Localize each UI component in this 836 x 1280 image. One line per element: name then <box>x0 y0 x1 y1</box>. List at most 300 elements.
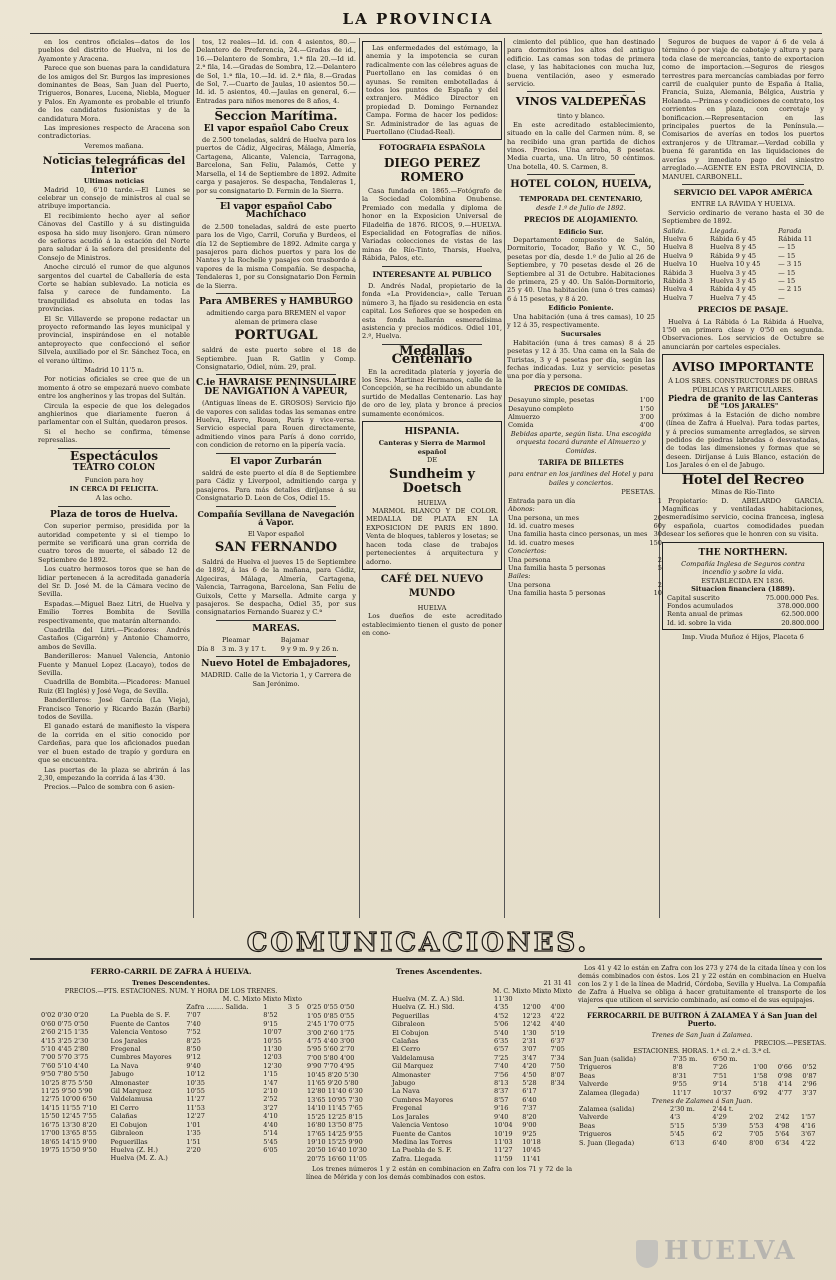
table-cell: 9'14 <box>712 1080 728 1089</box>
ad-line: ESTABLECIDA EN 1836. <box>701 576 785 585</box>
table-cell: 3'47 <box>522 1053 537 1062</box>
table-cell: 7'40 <box>494 1062 509 1071</box>
table-cell: El Cerro <box>110 1103 139 1112</box>
table-cell <box>40 1154 109 1162</box>
table-cell: La Puebla de S. F. <box>110 1011 171 1020</box>
telegram: Anoche circuló el rumor de que algunos sargentos del cuartel de Caballería de esta Corte se habían sublevado. La noticia es falsa y carece de fundamento. La tranquilidad es absoluta en todas las provincias. <box>38 263 190 314</box>
paragraph: Bebidas aparte, según lista. Una escogida orquesta tocará durante el Almuerzo y Comidas. <box>510 429 652 455</box>
table-cell: 5 <box>295 1003 300 1011</box>
table-row <box>306 1062 572 1070</box>
table-cell: 6'35 <box>494 1037 509 1046</box>
table-cell: 0'25 0'55 0'50 <box>307 1003 355 1012</box>
table-cell: Fregenal <box>391 1104 423 1113</box>
table-cell: 1'58 <box>753 1071 768 1080</box>
paragraph: Las impresiones respecto de Aracena son contradictorias. <box>38 124 190 141</box>
table-cell: San Juan (salida) <box>579 1055 636 1063</box>
table-cell <box>287 1045 294 1053</box>
ad-line: Compañía Inglesa de Seguros contra incendio y sobre la vida. <box>681 559 805 577</box>
ad-line: Minas de Río-Tinto <box>711 488 775 497</box>
table-cell: — <box>778 293 785 302</box>
ad-heading: PRECIOS DE PASAJE. <box>697 305 789 315</box>
table-cell <box>287 1154 294 1162</box>
table-row <box>306 1029 572 1037</box>
ad-heading: El vapor Zurbarán <box>230 456 322 467</box>
table-row <box>306 1113 572 1121</box>
paragraph: cimiento del público, que han destinado para dormitorios los altos del antiguo edificio. Las camas son todas de primera clase, y las habitaciones con mucha luz, buena ventilación, aseo y esmerado servicio. <box>507 38 655 89</box>
separator <box>58 153 170 154</box>
table-cell <box>801 1055 826 1063</box>
table-cell: S. Juan (llegada) <box>579 1138 635 1147</box>
table-cell: El Cobujon <box>110 1120 148 1129</box>
ad-line: DE <box>426 456 438 465</box>
paragraph: en los centros oficiales—datos de los pueblos del distrito de Huelva, ni los de Ayamonte y Aracena. <box>38 38 190 63</box>
ad-heading: El vapor español Cabo Creux <box>203 123 349 134</box>
table-cell: 5'15 <box>670 1121 685 1130</box>
table-cell: 7'56 <box>494 1070 509 1079</box>
table-row <box>40 1138 302 1146</box>
separator <box>598 1007 806 1008</box>
separator <box>216 453 336 454</box>
separator <box>216 620 336 621</box>
ad-title: DIEGO PEREZ ROMERO <box>383 155 481 184</box>
table-row <box>40 1037 302 1045</box>
table-cell: Huelva 10 y 45 <box>709 260 761 269</box>
table-row <box>306 1146 572 1154</box>
election-report <box>38 38 190 150</box>
table-cell: 1 <box>263 1003 268 1011</box>
table-cell: 1'57 <box>801 1113 816 1122</box>
ad-box <box>362 421 502 570</box>
table-cell: 4'16 <box>801 1121 816 1130</box>
table-cell: Huelva (M. Z. A.) Sld. <box>391 995 465 1003</box>
table-cell: 4'75 4'40 3'00 <box>307 1037 355 1046</box>
paragraph: Las enfermedades del estómago, la anemia y la impotencia se curan radicalmente con las célebres aguas de Puertollano en las comidas ó en ayunas. Se remiten embotelladas á todos los puntos de España y del extranjero. Médico Director en propiedad D. Domingo Fernandez Campa. Forma de hacer los pedidos: Sr. Administrador de las aguas de Puertollano (Ciudad-Real). <box>366 44 499 137</box>
railway-buitron <box>578 964 826 1276</box>
table-cell: 3'27 <box>263 1103 278 1112</box>
table-row <box>306 1054 572 1062</box>
table-cell: Valencia Ventoso <box>391 1121 449 1130</box>
table-row <box>306 1155 572 1163</box>
table-row <box>578 1139 826 1147</box>
top-rule <box>30 33 822 34</box>
table-row <box>306 1087 572 1095</box>
timetable <box>40 1003 302 1163</box>
ad-heading: Para AMBERES y HAMBURGO <box>199 296 353 307</box>
ad-heading: PRECIOS DE ALOJAMIENTO. <box>524 215 638 225</box>
table-cell <box>287 1104 294 1112</box>
table-cell: 11'41 <box>522 1154 541 1163</box>
table-cell: 8'13 <box>494 1079 509 1088</box>
table-row <box>40 1062 302 1070</box>
table-cell: 9'15 <box>263 1019 278 1028</box>
table-row <box>40 1112 302 1120</box>
table-cell <box>648 547 663 555</box>
table-cell: Salida. <box>663 226 686 235</box>
ad-heading: THE NORTHERN. <box>698 547 788 558</box>
table-cell: 3 m. 3 y 17 t. <box>222 644 267 653</box>
table-cell: 8'52 <box>263 1011 278 1020</box>
table-cell: Valverde <box>579 1080 609 1089</box>
table-cell: 5'14 <box>263 1129 278 1138</box>
table-cell: 5'45 <box>263 1137 278 1146</box>
ad-title: AVISO IMPORTANTE <box>672 360 814 375</box>
table-cell: 4'22 <box>801 1138 816 1147</box>
paragraph: tos, 12 reales—Id. id. con 4 asientos, 80.—Delantero de Preferencia, 24.—Gradas de id., 16.—Delantero de Sombra, 1.ª fila 20.—Id id. 2.ª fila, 14.—Gradas de Sombra, 12.—Delantero de Sol, 1.ª fila, 10.—Id. id. 2.ª fila, 8.—Gradas de Sol, 7.—Cuarto de Jaulas, 10 asientos 50.—Id. id. 5 asientos, 40.—Jaulas en general, 6.—Entradas para niños menores de 8 años, 4. <box>196 38 356 105</box>
table-cell: 8'57 <box>494 1095 509 1104</box>
paragraph: El Vapor español <box>247 529 305 538</box>
table-cell: 8'34 <box>550 1079 565 1088</box>
table-cell: — 3 15 <box>778 260 802 269</box>
table-cell: 7'05 <box>550 1045 565 1054</box>
table-cell: 4'52 <box>494 1011 509 1020</box>
table-cell: 11'25 9'50 5'90 <box>41 1087 93 1096</box>
table-cell: Desayuno completo <box>508 404 574 413</box>
table-cell: Fuente de Cantos <box>110 1019 170 1028</box>
table-cell: Rábida 11 <box>778 234 813 243</box>
table-cell: 5'18 <box>753 1080 768 1089</box>
table-cell: 16'75 13'30 8'20 <box>41 1120 97 1129</box>
ad-line: Á LOS SRES. CONSTRUCTORES DE OBRAS PÚBLICAS Y PARTICULARES. <box>668 377 818 394</box>
timetable <box>578 1105 826 1147</box>
separator <box>382 266 482 267</box>
table-cell: 5'64 <box>775 1130 790 1139</box>
paragraph: admitiendo carga para BREMEN el vapor aleman de primera clase <box>206 309 346 326</box>
table-cell: 10'37 <box>712 1088 732 1097</box>
paragraph: Los cuatro hermosos toros que se han de lidiar pertenecen á la acreditada ganadería del Sr. D. José M. de la Cámara vecino de Sevilla. <box>38 565 190 599</box>
ferry-schedule-table <box>662 227 824 303</box>
table-cell: Zalamea (llegada) <box>579 1088 640 1097</box>
table-cell: 2'52 <box>263 1095 278 1104</box>
table-cell: Renta anual de primas <box>667 610 743 619</box>
table-cell: La Puebla de S. F. <box>391 1146 452 1155</box>
table-cell: Medina las Torres <box>391 1137 453 1146</box>
table-cell: Entrada para un día <box>508 496 576 505</box>
table-cell: Gibraleon <box>110 1129 144 1138</box>
table-cell: 2'96 <box>802 1080 817 1089</box>
table-cell: 5'53 <box>749 1121 764 1130</box>
table-cell: 10'12 <box>186 1070 205 1079</box>
table-cell: 8'20 <box>522 1112 537 1121</box>
ad-title: HOTEL COLON, HUELVA, <box>510 179 652 191</box>
table-row <box>578 1063 826 1071</box>
table-row <box>40 1070 302 1078</box>
table-cell <box>774 1105 800 1113</box>
table-cell <box>287 1070 294 1078</box>
table-cell: Fregenal <box>110 1045 141 1054</box>
table-cell: Bajamar <box>280 636 309 645</box>
table-cell: 2'31 <box>522 1037 537 1046</box>
table-cell <box>287 1011 294 1019</box>
paragraph: Cuadrilla del Litri.—Picadores: Andrés Castaños (Cigarrón) y Antonio Chamorro, ambos de Sevilla. <box>38 626 190 651</box>
table-cell: Gibraleon <box>391 1020 425 1029</box>
table-cell <box>287 1095 294 1103</box>
column-2 <box>196 38 356 918</box>
ad-heading: El vapor español Cabo Machichaco <box>220 201 332 221</box>
railway-columns: ESTACIONES. HORAS. 1.ª cl. 2.ª cl. 3.ª cl. <box>633 1047 771 1055</box>
table-cell: 10'55 <box>263 1036 282 1045</box>
table-cell: 6'40 <box>522 1095 537 1104</box>
table-cell: 10'55 <box>186 1087 205 1096</box>
table-cell: 1'50 <box>639 404 654 413</box>
separator <box>216 374 336 375</box>
paragraph: Banderilleros: José García (La Vieja), Francisco Tenorio y Ricardo Bazán (Barbi) todos de Sevilla. <box>38 696 190 722</box>
table-cell: 6'17 <box>522 1087 537 1096</box>
table-cell: 1'35 <box>186 1129 201 1138</box>
ad-heading: PRECIOS DE COMIDAS. <box>533 383 629 393</box>
table-cell <box>549 1104 572 1112</box>
table-cell: 1'51 <box>186 1137 201 1146</box>
table-row <box>40 1087 302 1095</box>
tides-heading: MAREAS. <box>252 623 300 634</box>
table-cell: Huelva 3 y 45 <box>709 276 757 285</box>
spectacles-heading: Espectáculos <box>70 448 158 463</box>
table-cell: 1'00 <box>753 1063 768 1072</box>
table-cell: 4'22 <box>550 1011 565 1020</box>
table-cell: 12'00 <box>522 1003 541 1012</box>
paragraph: próximas á la Estación de dicho nombre (línea de Zafra á Huelva). Para todas partes, y á precios sumamente arreglados, se sirven pedidos de piedras labradas ó desvastadas, de todas las dimensiones y formas que se deseen. Diríjanse á Luis Blanco, estación de Los Jarales ó en el de Jabugo. <box>666 410 820 470</box>
ad-box <box>662 542 824 631</box>
table-cell: Calañas <box>110 1112 138 1121</box>
table-cell: 11'30 <box>494 995 513 1003</box>
table-cell: Huelva 7 y 45 <box>709 293 757 302</box>
table-cell: 4'14 <box>777 1080 793 1089</box>
table-cell: 4'50 <box>522 1070 537 1079</box>
table-cell: 4'15 3'25 2'30 <box>41 1036 89 1045</box>
table-row <box>40 1011 302 1019</box>
table-cell: 4'00 <box>550 1003 565 1012</box>
table-row <box>40 1028 302 1036</box>
table-cell: 5'28 <box>522 1079 537 1088</box>
table-cell: La Nava <box>110 1061 139 1070</box>
table-cell: 7'52 <box>186 1028 201 1037</box>
ad-box <box>662 354 824 473</box>
table-cell: 9'00 <box>522 1121 537 1130</box>
table-cell: Trigueros <box>579 1063 612 1072</box>
paragraph: Los 41 y 42 lo están en Zafra con los 273 y 274 de la citada línea y con los demás combinados con éstos. Los 21 y 22 están en combinacion en Huelva con los 2 y 1 de la línea de Madrid, Córdoba, Sevilla y Huelva. La Compañía de Zafra á Huelva se obliga á hacer gratuitamente el transporte de los viajeros que utilicen el servicio combinado, así como el de sus equipajes. <box>578 964 826 1004</box>
paragraph: Las puertas de la plaza se abrirán á las 2,30, empezando la corrida á las 4'30. <box>38 765 190 782</box>
table-cell <box>648 505 663 513</box>
table-cell: Cumbres Mayores <box>110 1053 172 1062</box>
table-row <box>40 1129 302 1137</box>
ad-title: Sundheim y Doetsch <box>389 466 475 496</box>
table-cell: 7'05 <box>749 1130 764 1139</box>
table-cell: 20 <box>653 513 662 522</box>
archive-watermark: HUELVA <box>664 1236 797 1266</box>
table-cell: 6'57 <box>494 1045 509 1054</box>
ad-heading: TARIFA DE BILLETES <box>538 458 624 468</box>
table-cell: Beas <box>579 1121 596 1130</box>
timetable <box>578 1055 826 1097</box>
column-3 <box>362 38 502 918</box>
column-divider <box>659 38 660 918</box>
table-cell: — 15 <box>778 243 796 252</box>
railway-columns: PRECIOS.—PTS. ESTACIONES. NUM. Y HORA DE LOS TRENES. <box>64 987 278 995</box>
table-cell <box>752 1055 777 1063</box>
ad-title: CAFÉ DEL NUEVO MUNDO <box>380 573 484 599</box>
table-cell: 1'05 0'85 0'55 <box>307 1011 355 1020</box>
table-cell: 2'42 <box>775 1113 790 1122</box>
table-cell: 13'65 10'95 7'30 <box>307 1095 363 1104</box>
telegram: Si el hecho se confirma, témense represalias. <box>38 427 190 445</box>
railway-columns: PRECIOS.—PESETAS. <box>754 1039 826 1047</box>
ad-heading: FOTOGRAFIA ESPAÑOLA <box>378 143 486 153</box>
table-cell: 8'25 <box>186 1036 201 1045</box>
table-cell: 6'13 <box>670 1138 685 1147</box>
table-cell: 378.000.000 <box>777 601 819 610</box>
ad-heading: Compañía Sevillana de Navegación á Vapor. <box>197 508 355 528</box>
table-cell: Día 8 <box>197 644 215 653</box>
table-cell: Los Jarales <box>110 1036 148 1045</box>
ad-box <box>362 41 502 140</box>
ship-name: PORTUGAL <box>234 328 318 344</box>
table-row <box>578 1122 826 1130</box>
railway-subheading: Trenes Ascendentes. <box>395 967 483 976</box>
table-cell: 1'00 <box>639 396 654 405</box>
table-cell: 8'8 <box>672 1063 683 1072</box>
table-cell: 2 <box>657 580 662 589</box>
table-cell: 4'10 <box>263 1112 278 1121</box>
table-cell: 4'29 <box>712 1113 727 1122</box>
ad-title: VINOS VALDEPEÑAS <box>515 95 647 109</box>
table-cell: Valencia Ventoso <box>110 1028 167 1037</box>
ad-line: DE "LOS JARALES" <box>707 402 779 411</box>
table-cell: 0'87 <box>802 1071 817 1080</box>
column-1 <box>38 38 190 918</box>
table-cell: 20.800.000 <box>781 618 819 627</box>
table-cell: 12'27 <box>186 1112 205 1121</box>
table-cell <box>549 1155 572 1163</box>
paragraph: En la acreditada platería y joyería de los Sres. Martinez Hermanos, calle de la Concepción, se ha recibido un abundante surtido de Medallas Centenario. Las hay de oro de ley, plata y bronce á precios sumamente económicos. <box>362 367 502 418</box>
bullring-heading: Plaza de toros de Huelva. <box>50 509 178 520</box>
railway-columns: 21 31 41 <box>543 979 572 987</box>
table-cell: Fondos acumulados <box>667 601 734 610</box>
telegram: Circula la especie de que los delegados anghierinos que diariamente fueron á parlamentar con el Sultán, quedaron presos. <box>38 401 190 427</box>
table-cell: Una persona <box>508 555 551 564</box>
ticket-prices-table <box>507 497 663 598</box>
table-cell: 3'00 2'60 1'75 <box>307 1028 355 1037</box>
table-cell: 7'26 <box>712 1063 728 1072</box>
table-row <box>578 1080 826 1088</box>
table-row <box>306 1045 572 1053</box>
column-5 <box>662 38 824 918</box>
table-cell: 10'45 8'20 5'30 <box>307 1070 359 1079</box>
table-cell: 10'04 <box>494 1121 513 1130</box>
separator <box>216 656 336 657</box>
table-cell: Comida <box>508 421 534 430</box>
table-cell: 4'40 <box>550 1020 565 1029</box>
table-cell <box>800 1105 826 1113</box>
table-cell: 11'65 9'20 5'80 <box>307 1079 359 1088</box>
table-cell: Capital suscrito <box>667 593 720 602</box>
ad-line: PESETAS. <box>621 488 655 497</box>
table-cell: 5'10 4'45 2'80 <box>41 1045 89 1054</box>
paragraph: Propietario: D. ABELARDO GARCIA. Magníficas y ventiladas habitaciones, esmeradísimo servicio, cocina francesa, inglesa y española, cuartos comodidades puedan desear los señores que le honren con su visita. <box>662 496 824 539</box>
table-row <box>306 1130 572 1138</box>
table-cell: Huelva 10 <box>663 260 698 269</box>
ad-line: Situacion financiera (1889). <box>691 585 795 594</box>
table-cell: 12'03 <box>263 1053 282 1062</box>
table-cell: 5'19 <box>550 1028 565 1037</box>
separator <box>527 91 635 92</box>
table-cell: Conciertos: <box>508 547 547 556</box>
ad-heading: SERVICIO DEL VAPOR AMÉRICA <box>673 187 813 197</box>
paragraph: Parece que son buenas para la candidatura de los amigos del Sr. Burgos las impresiones dominantes de Beas, San Juan del Puerto, Trigueros, Bonares, Lucena, Niebla, Moguer y Palos. En Ayamonte es probable el triunfo de los candidatos fusionistas y de la candidatura Mora. <box>38 64 190 123</box>
table-cell: 8'07 <box>550 1070 565 1079</box>
table-cell: 62.500.000 <box>781 610 819 619</box>
table-cell: 9'90 7'70 4'95 <box>307 1062 355 1071</box>
table-cell: 2'60 2'15 1'35 <box>41 1028 89 1037</box>
separator <box>527 174 635 175</box>
table-cell <box>777 1055 802 1063</box>
ad-heading: Nuevo Hotel de Embajadores, <box>201 658 351 669</box>
table-cell: 5'40 <box>494 1028 509 1037</box>
table-cell: 7'34 <box>550 1053 565 1062</box>
railway-descending <box>40 964 302 1276</box>
ad-heading: C.ie HAVRAISE PENINSULAIRE DE NAVIGATION Á VAPEUR, <box>196 378 356 397</box>
railway-heading: FERROCARRIL DE BUITRON Á ZALAMEA Y á San Juan del Puerto. <box>586 1011 818 1028</box>
paragraph: Huelva á La Rábida ó La Rábida á Huelva, 1'50 en primera clase y 0'50 en segunda. Observaciones. Los servicios de Octubre se anunciarán por carteles especiales. <box>662 317 824 351</box>
table-cell: 9 y 9 m. 9 y 26 n. <box>280 644 339 653</box>
table-cell <box>549 1130 572 1138</box>
table-cell: 9'40 <box>186 1061 201 1070</box>
table-cell: Huelva (M. Z. A.) <box>110 1154 168 1163</box>
table-cell: Huelva 8 y 45 <box>709 243 757 252</box>
table-cell: 7'07 <box>186 1011 201 1020</box>
teatro-heading: TEATRO COLON <box>72 463 156 474</box>
table-row <box>306 1104 572 1112</box>
table-cell: 5'45 <box>670 1130 685 1139</box>
telegrams-heading: Noticias telegráficas del Interior <box>42 155 186 176</box>
table-cell: 4'3 <box>670 1113 681 1122</box>
table-cell: 7'60 5'10 4'40 <box>41 1061 89 1070</box>
table-row <box>578 1072 826 1080</box>
table-row <box>306 995 572 1003</box>
paragraph: MADRID. Calle de la Victoria 1, y Carrera de San Jerónimo. <box>200 671 352 688</box>
table-cell: 1'15 <box>263 1070 278 1079</box>
table-cell: 2'20 <box>186 1145 201 1154</box>
table-cell: 3'37 <box>802 1088 817 1097</box>
table-cell: Id. id. cuatro meses <box>508 521 575 530</box>
table-cell: 5 <box>657 563 662 572</box>
paragraph: Departamento compuesto de Salón, Dormitorio, Tocador, Baño y W. C., 50 pesetas por día, desde 1.º de Julio al 26 de Septiembre, y 70 pesetas desde el 26 de Septiembre al 31 de Octubre. Habitaciones de primera, 25 y 40. Un Salón-Dormitorio, 25 y 40. Una habitación (una ó tres camas) 6 á 15 pesetas, y 8 á 20. <box>507 235 655 303</box>
paragraph: Cuadrilla de Bombita.—Picadores: Manuel Ruiz (El Inglés) y José Vega, de Sevilla. <box>38 678 190 695</box>
table-cell: 4'40 <box>263 1120 278 1129</box>
table-cell: Huelva 8 <box>663 243 693 252</box>
table-cell: 20'75 16'60 11'05 <box>307 1154 367 1163</box>
table-cell: 7'35 m. <box>672 1055 698 1063</box>
paragraph: Precios.—Palco de sombra con 6 asien- <box>44 783 175 792</box>
table-cell: Valverde <box>579 1113 609 1122</box>
table-cell: Gil Marquez <box>110 1087 152 1096</box>
paragraph: El ganado estará de manifiesto la víspera de la corrida en el sitio conocido por Cardeñas, para que los aficionados puedan ver el buen estado de trapío y gordura en que se encuentra. <box>38 722 190 765</box>
table-row <box>578 1113 826 1121</box>
table-cell: 12'23 <box>522 1011 541 1020</box>
table-cell: 6'40 <box>712 1138 727 1147</box>
table-cell: 6'2 <box>712 1130 723 1139</box>
table-cell <box>287 1087 294 1095</box>
table-row <box>40 1020 302 1028</box>
table-cell: 1'01 <box>186 1120 201 1129</box>
communications-heading: COMUNICACIONES. <box>246 928 590 958</box>
paragraph: Los dueños de este acreditado establecimiento tienen el gusto de poner en cono- <box>362 612 502 638</box>
table-cell: Calañas <box>391 1037 419 1046</box>
paragraph: Casa fundada en 1865.—Fotógrafo de la Sociedad Colombina Onubense. Premiado con medalla y diploma de honor en la Exposicion Universal de Filadelfia de 1876. RICOS, 9.—HUELVA. Especialidad en Fotografías de niños. Variadas colecciones de vistas de las minas de Río-Tinto, Tharsis, Huelva, Rábida, Palos, etc. <box>362 186 502 263</box>
table-cell: Una familia hasta 5 personas <box>508 563 606 572</box>
table-cell: 0'52 <box>802 1063 817 1072</box>
ad-line: HUELVA <box>417 603 447 612</box>
table-cell: 15'50 12'45 7'55 <box>41 1112 97 1121</box>
table-cell: Rábida 9 y 45 <box>709 251 757 260</box>
